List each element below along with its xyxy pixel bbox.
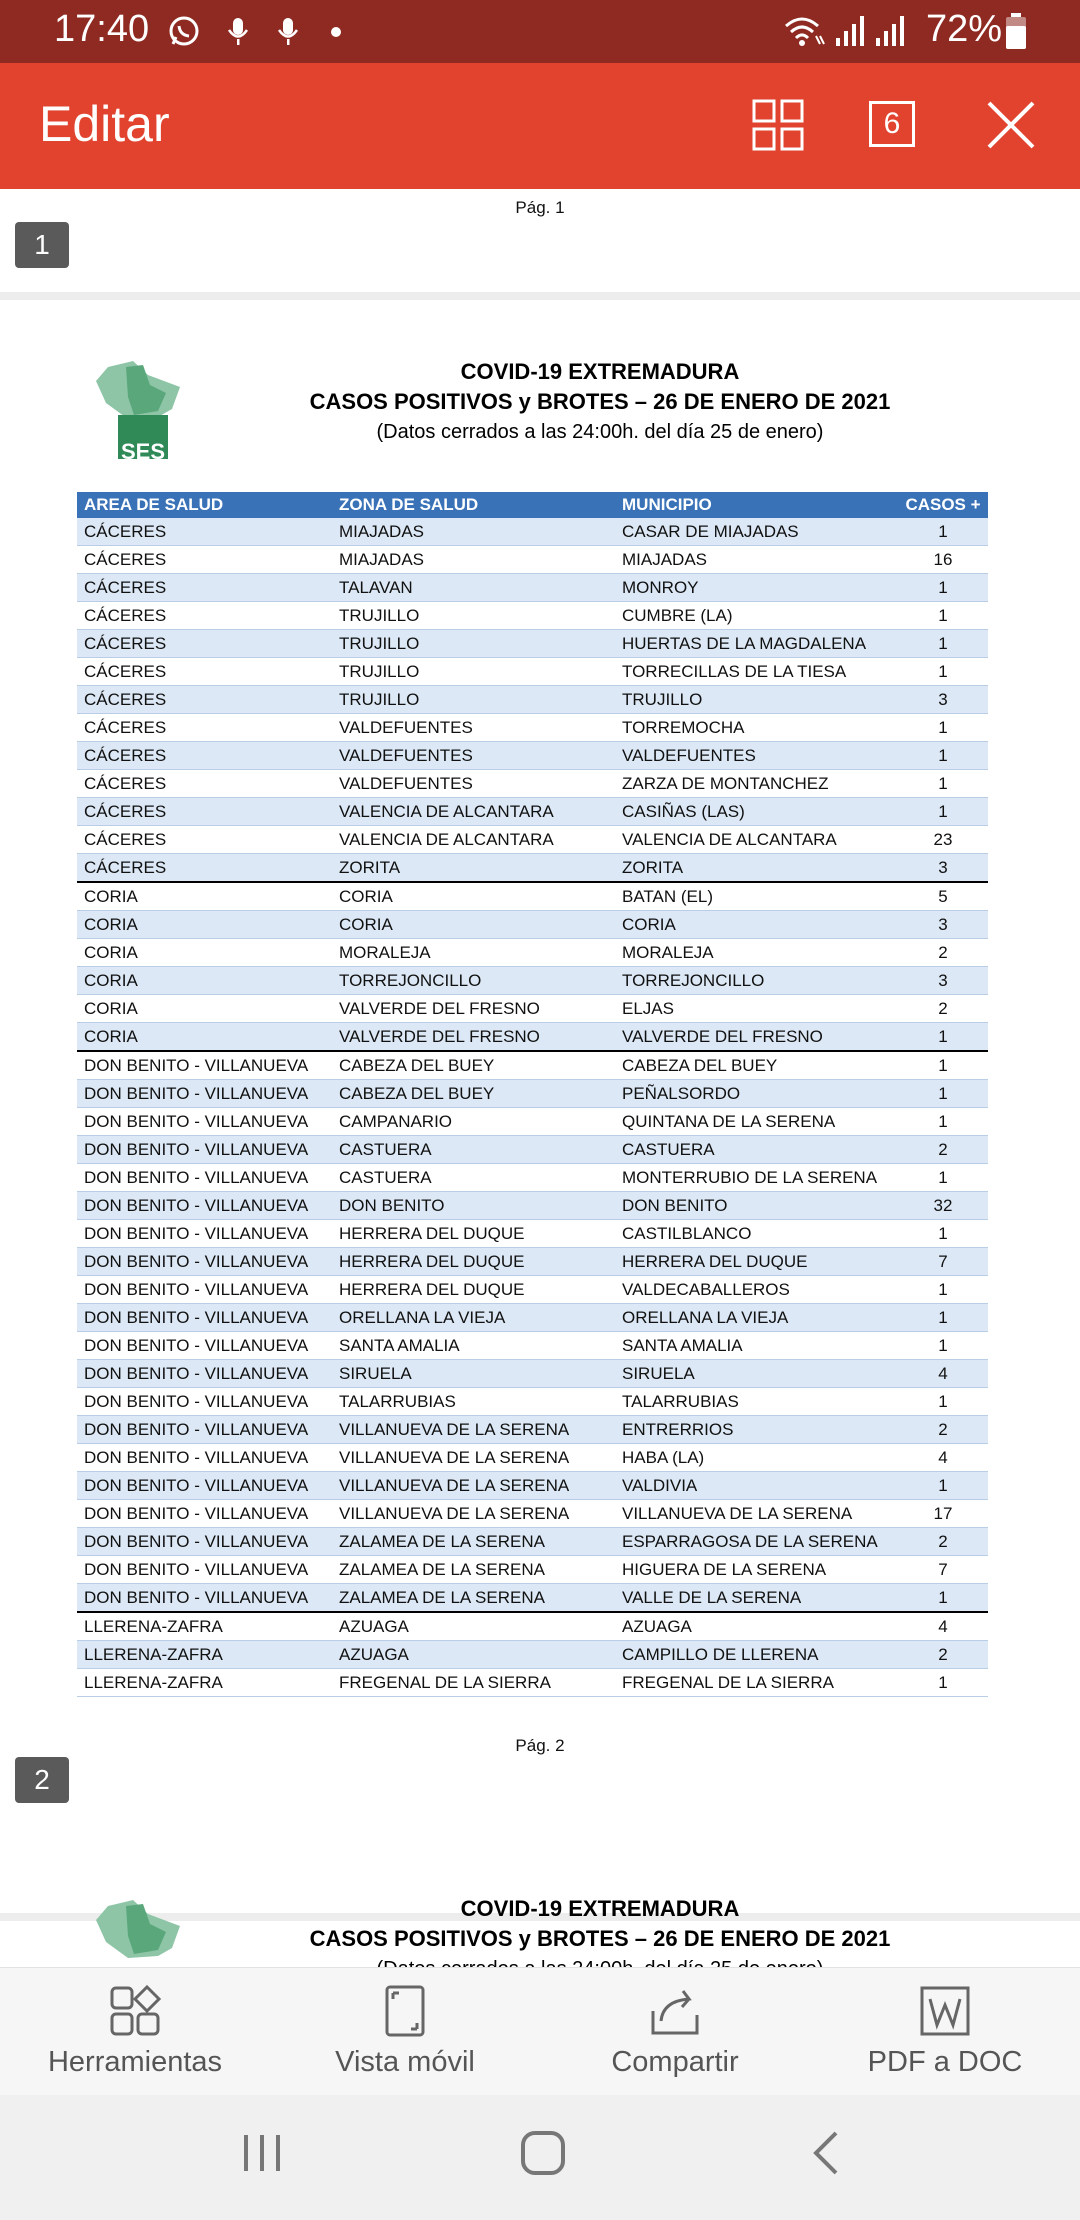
cell-area: CÁCERES [77, 742, 332, 770]
cell-casos: 1 [898, 1080, 988, 1108]
tools-icon [109, 1985, 161, 2037]
cell-casos: 1 [898, 714, 988, 742]
cell-zona: TALAVAN [332, 574, 615, 602]
cell-casos: 1 [898, 742, 988, 770]
cell-area: CÁCERES [77, 602, 332, 630]
table-row [77, 1360, 988, 1388]
cell-area: DON BENITO - VILLANUEVA [77, 1164, 332, 1192]
system-nav-bar [0, 2095, 1080, 2220]
cell-casos: 1 [898, 1108, 988, 1136]
doc-title-2-p3: CASOS POSITIVOS y BROTES – 26 DE ENERO DE 2021 [309, 1926, 891, 1951]
cell-municipio: ELJAS [615, 995, 898, 1023]
back-icon[interactable] [806, 2129, 846, 2177]
table-row [77, 854, 988, 883]
cell-casos: 3 [898, 686, 988, 714]
pdf-to-doc-label: PDF a DOC [867, 2046, 1023, 2078]
table-row [77, 826, 988, 854]
cell-municipio: HIGUERA DE LA SERENA [615, 1556, 898, 1584]
table-row [77, 995, 988, 1023]
table-row [77, 1584, 988, 1613]
cell-zona: CAMPANARIO [332, 1108, 615, 1136]
table-row [77, 1304, 988, 1332]
doc-subtitle: (Datos cerrados a las 24:00h. del día 25 de enero) [376, 421, 824, 443]
table-row [77, 1276, 988, 1304]
share-button[interactable] [540, 1968, 810, 2096]
cell-casos: 7 [898, 1248, 988, 1276]
cell-zona: TRUJILLO [332, 686, 615, 714]
cell-casos: 1 [898, 1388, 988, 1416]
table-row [77, 602, 988, 630]
cell-casos: 3 [898, 967, 988, 995]
table-row [77, 1641, 988, 1669]
table-row [77, 1444, 988, 1472]
table-row [77, 1108, 988, 1136]
cell-zona: MIAJADAS [332, 518, 615, 546]
cell-municipio: CASTILBLANCO [615, 1220, 898, 1248]
cell-municipio: TORREMOCHA [615, 714, 898, 742]
cell-zona: VALDEFUENTES [332, 770, 615, 798]
cell-municipio: MONTERRUBIO DE LA SERENA [615, 1164, 898, 1192]
share-icon [649, 1985, 701, 2037]
cell-municipio: VALDECABALLEROS [615, 1276, 898, 1304]
table-row [77, 1136, 988, 1164]
cell-zona: SIRUELA [332, 1360, 615, 1388]
cell-area: DON BENITO - VILLANUEVA [77, 1192, 332, 1220]
cell-municipio: ENTRERRIOS [615, 1416, 898, 1444]
cell-municipio: ORELLANA LA VIEJA [615, 1304, 898, 1332]
cell-zona: HERRERA DEL DUQUE [332, 1276, 615, 1304]
cell-area: CÁCERES [77, 630, 332, 658]
cell-casos: 4 [898, 1612, 988, 1641]
cell-casos: 1 [898, 602, 988, 630]
logo-text: SES [120, 439, 166, 464]
table-row [77, 967, 988, 995]
cases-table [77, 492, 988, 1697]
app-toolbar [0, 63, 1080, 189]
doc-title-1-p3: COVID-19 EXTREMADURA [460, 1896, 740, 1921]
cell-municipio: CUMBRE (LA) [615, 602, 898, 630]
cell-casos: 23 [898, 826, 988, 854]
cell-area: LLERENA-ZAFRA [77, 1669, 332, 1697]
cell-municipio: VALENCIA DE ALCANTARA [615, 826, 898, 854]
cell-area: DON BENITO - VILLANUEVA [77, 1472, 332, 1500]
cell-zona: MORALEJA [332, 939, 615, 967]
table-row [77, 1192, 988, 1220]
cell-casos: 1 [898, 1164, 988, 1192]
cell-area: DON BENITO - VILLANUEVA [77, 1332, 332, 1360]
cell-municipio: QUINTANA DE LA SERENA [615, 1108, 898, 1136]
cell-area: CORIA [77, 995, 332, 1023]
cell-municipio: ZARZA DE MONTANCHEZ [615, 770, 898, 798]
cell-area: LLERENA-ZAFRA [77, 1612, 332, 1641]
cell-zona: VALENCIA DE ALCANTARA [332, 798, 615, 826]
mobile-view-icon [379, 1985, 431, 2037]
table-row [77, 798, 988, 826]
table-row [77, 1332, 988, 1360]
cell-casos: 1 [898, 1023, 988, 1052]
table-row [77, 518, 988, 546]
cell-casos: 1 [898, 798, 988, 826]
cell-zona: TORREJONCILLO [332, 967, 615, 995]
battery-icon [1004, 12, 1028, 50]
cell-zona: VALVERDE DEL FRESNO [332, 995, 615, 1023]
cell-area: DON BENITO - VILLANUEVA [77, 1416, 332, 1444]
cell-casos: 2 [898, 1416, 988, 1444]
page-2-badge[interactable]: 2 [15, 1757, 69, 1803]
table-row [77, 574, 988, 602]
cell-municipio: CASTUERA [615, 1136, 898, 1164]
page-2-label: Pág. 2 [515, 1736, 565, 1755]
table-row [77, 1080, 988, 1108]
cell-municipio: PEÑALSORDO [615, 1080, 898, 1108]
table-row [77, 1051, 988, 1080]
page-1-label: Pág. 1 [515, 198, 565, 217]
cell-zona: HERRERA DEL DUQUE [332, 1220, 615, 1248]
cell-municipio: MORALEJA [615, 939, 898, 967]
cell-area: CÁCERES [77, 658, 332, 686]
cell-area: DON BENITO - VILLANUEVA [77, 1360, 332, 1388]
cell-zona: TRUJILLO [332, 630, 615, 658]
cell-area: DON BENITO - VILLANUEVA [77, 1556, 332, 1584]
cell-area: DON BENITO - VILLANUEVA [77, 1276, 332, 1304]
cell-municipio: VALLE DE LA SERENA [615, 1584, 898, 1613]
cell-zona: SANTA AMALIA [332, 1332, 615, 1360]
cell-area: CORIA [77, 1023, 332, 1052]
cell-casos: 2 [898, 995, 988, 1023]
cell-municipio: SANTA AMALIA [615, 1332, 898, 1360]
cell-casos: 1 [898, 1051, 988, 1080]
table-row [77, 939, 988, 967]
cell-zona: ORELLANA LA VIEJA [332, 1304, 615, 1332]
cell-municipio: AZUAGA [615, 1612, 898, 1641]
cell-area: CORIA [77, 939, 332, 967]
table-row [77, 1416, 988, 1444]
share-label: Compartir [611, 2046, 739, 2078]
toolbar-title[interactable]: Editar [39, 96, 170, 152]
cell-area: CÁCERES [77, 574, 332, 602]
cell-municipio: FREGENAL DE LA SIERRA [615, 1669, 898, 1697]
cell-zona: VILLANUEVA DE LA SERENA [332, 1444, 615, 1472]
cell-casos: 1 [898, 1276, 988, 1304]
cell-area: DON BENITO - VILLANUEVA [77, 1444, 332, 1472]
cell-area: DON BENITO - VILLANUEVA [77, 1108, 332, 1136]
cell-area: CORIA [77, 967, 332, 995]
cell-zona: CASTUERA [332, 1164, 615, 1192]
cell-area: CÁCERES [77, 686, 332, 714]
cell-zona: AZUAGA [332, 1641, 615, 1669]
cell-area: DON BENITO - VILLANUEVA [77, 1388, 332, 1416]
table-row [77, 630, 988, 658]
cell-area: CÁCERES [77, 798, 332, 826]
recents-icon[interactable] [240, 2129, 286, 2177]
cell-zona: ZALAMEA DE LA SERENA [332, 1584, 615, 1613]
table-row [77, 1500, 988, 1528]
grid-view-icon[interactable] [752, 99, 804, 151]
mic-icon [272, 14, 304, 48]
cell-municipio: CASIÑAS (LAS) [615, 798, 898, 826]
mobile-view-label: Vista móvil [335, 2046, 475, 2078]
signal-icon [834, 14, 866, 48]
table-row [77, 658, 988, 686]
cell-zona: ZALAMEA DE LA SERENA [332, 1528, 615, 1556]
cell-municipio: SIRUELA [615, 1360, 898, 1388]
cell-municipio: CABEZA DEL BUEY [615, 1051, 898, 1080]
wifi-icon [782, 14, 826, 48]
cell-casos: 2 [898, 939, 988, 967]
cell-municipio: VILLANUEVA DE LA SERENA [615, 1500, 898, 1528]
cell-area: DON BENITO - VILLANUEVA [77, 1248, 332, 1276]
cell-area: LLERENA-ZAFRA [77, 1641, 332, 1669]
cell-casos: 3 [898, 854, 988, 883]
table-row [77, 911, 988, 939]
table-row [77, 742, 988, 770]
cell-casos: 5 [898, 882, 988, 911]
page-1-badge[interactable]: 1 [15, 222, 69, 268]
cell-casos: 1 [898, 518, 988, 546]
cell-zona: ZALAMEA DE LA SERENA [332, 1556, 615, 1584]
cell-casos: 2 [898, 1641, 988, 1669]
cell-municipio: TRUJILLO [615, 686, 898, 714]
cell-zona: VALVERDE DEL FRESNO [332, 1023, 615, 1052]
cell-zona: TRUJILLO [332, 602, 615, 630]
cell-area: DON BENITO - VILLANUEVA [77, 1584, 332, 1613]
tools-label: Herramientas [47, 2046, 223, 2078]
cell-zona: VILLANUEVA DE LA SERENA [332, 1500, 615, 1528]
cell-municipio: HERRERA DEL DUQUE [615, 1248, 898, 1276]
status-time: 17:40 [54, 8, 150, 50]
doc-title-2: CASOS POSITIVOS y BROTES – 26 DE ENERO DE 2021 [309, 389, 891, 414]
header-casos: CASOS + [898, 492, 988, 518]
cell-area: DON BENITO - VILLANUEVA [77, 1136, 332, 1164]
table-row [77, 1528, 988, 1556]
cell-casos: 1 [898, 1304, 988, 1332]
cell-municipio: TALARRUBIAS [615, 1388, 898, 1416]
bottom-action-bar [0, 1967, 1080, 2096]
doc-title-1: COVID-19 EXTREMADURA [460, 359, 740, 384]
cell-casos: 7 [898, 1556, 988, 1584]
cell-casos: 1 [898, 770, 988, 798]
cell-municipio: CASAR DE MIAJADAS [615, 518, 898, 546]
cell-casos: 17 [898, 1500, 988, 1528]
cell-municipio: HUERTAS DE LA MAGDALENA [615, 630, 898, 658]
cell-zona: CORIA [332, 882, 615, 911]
cell-area: DON BENITO - VILLANUEVA [77, 1500, 332, 1528]
cell-casos: 1 [898, 1584, 988, 1613]
cell-casos: 16 [898, 546, 988, 574]
mic-icon [222, 14, 254, 48]
cell-casos: 1 [898, 1472, 988, 1500]
cell-zona: TRUJILLO [332, 658, 615, 686]
cell-area: DON BENITO - VILLANUEVA [77, 1080, 332, 1108]
table-row [77, 882, 988, 911]
cell-zona: TALARRUBIAS [332, 1388, 615, 1416]
cell-casos: 1 [898, 1669, 988, 1697]
cell-area: CÁCERES [77, 714, 332, 742]
cell-zona: CORIA [332, 911, 615, 939]
cell-zona: AZUAGA [332, 1612, 615, 1641]
cell-municipio: BATAN (EL) [615, 882, 898, 911]
cell-zona: FREGENAL DE LA SIERRA [332, 1669, 615, 1697]
cell-area: CÁCERES [77, 854, 332, 883]
table-row [77, 1388, 988, 1416]
home-icon[interactable] [519, 2129, 567, 2177]
header-municipio: MUNICIPIO [615, 492, 898, 518]
table-header-row [77, 492, 988, 518]
cell-casos: 1 [898, 1220, 988, 1248]
header-area: AREA DE SALUD [77, 492, 332, 518]
close-icon[interactable] [985, 99, 1037, 151]
pdf-to-doc-button[interactable] [810, 1968, 1080, 2096]
table-row [77, 1220, 988, 1248]
table-row [77, 686, 988, 714]
cell-zona: DON BENITO [332, 1192, 615, 1220]
status-bar [0, 0, 1080, 63]
cell-zona: VALDEFUENTES [332, 742, 615, 770]
tools-button[interactable] [0, 1968, 270, 2096]
mobile-view-button[interactable] [270, 1968, 540, 2096]
cell-municipio: ESPARRAGOSA DE LA SERENA [615, 1528, 898, 1556]
cell-zona: CASTUERA [332, 1136, 615, 1164]
whatsapp-icon [168, 14, 200, 48]
cell-zona: VALENCIA DE ALCANTARA [332, 826, 615, 854]
table-row [77, 1023, 988, 1052]
document-heading [290, 357, 910, 447]
signal-icon [874, 14, 906, 48]
table-row [77, 1248, 988, 1276]
cell-casos: 1 [898, 1332, 988, 1360]
cell-municipio: ZORITA [615, 854, 898, 883]
cell-municipio: MIAJADAS [615, 546, 898, 574]
table-body [77, 518, 988, 1697]
cell-casos: 4 [898, 1444, 988, 1472]
cell-municipio: VALVERDE DEL FRESNO [615, 1023, 898, 1052]
cell-area: CÁCERES [77, 770, 332, 798]
header-zona: ZONA DE SALUD [332, 492, 615, 518]
cell-casos: 1 [898, 630, 988, 658]
cell-casos: 2 [898, 1528, 988, 1556]
cell-area: CORIA [77, 911, 332, 939]
table-row [77, 1164, 988, 1192]
cell-area: CÁCERES [77, 518, 332, 546]
table-row [77, 1612, 988, 1641]
word-doc-icon [919, 1985, 971, 2037]
cell-casos: 2 [898, 1136, 988, 1164]
cell-zona: VALDEFUENTES [332, 714, 615, 742]
cell-area: CÁCERES [77, 826, 332, 854]
cell-zona: ZORITA [332, 854, 615, 883]
table-row [77, 546, 988, 574]
table-row [77, 1472, 988, 1500]
cell-area: CORIA [77, 882, 332, 911]
cell-zona: CABEZA DEL BUEY [332, 1080, 615, 1108]
cell-municipio: TORRECILLAS DE LA TIESA [615, 658, 898, 686]
cell-casos: 1 [898, 658, 988, 686]
cell-zona: VILLANUEVA DE LA SERENA [332, 1416, 615, 1444]
cell-zona: MIAJADAS [332, 546, 615, 574]
cell-area: DON BENITO - VILLANUEVA [77, 1304, 332, 1332]
cell-casos: 32 [898, 1192, 988, 1220]
cell-municipio: CAMPILLO DE LLERENA [615, 1641, 898, 1669]
cell-municipio: HABA (LA) [615, 1444, 898, 1472]
cell-municipio: TORREJONCILLO [615, 967, 898, 995]
cell-area: DON BENITO - VILLANUEVA [77, 1051, 332, 1080]
page-count-button[interactable]: 6 [869, 101, 915, 147]
cell-zona: HERRERA DEL DUQUE [332, 1248, 615, 1276]
cell-casos: 4 [898, 1360, 988, 1388]
table-row [77, 1669, 988, 1697]
cell-municipio: VALDIVIA [615, 1472, 898, 1500]
cell-area: CÁCERES [77, 546, 332, 574]
cell-municipio: MONROY [615, 574, 898, 602]
dot-icon [322, 14, 354, 48]
table-row [77, 1556, 988, 1584]
cell-area: DON BENITO - VILLANUEVA [77, 1220, 332, 1248]
battery-percent: 72% [925, 8, 1002, 50]
cell-municipio: VALDEFUENTES [615, 742, 898, 770]
document-viewer[interactable] [0, 189, 1080, 1967]
cell-municipio: DON BENITO [615, 1192, 898, 1220]
cell-zona: CABEZA DEL BUEY [332, 1051, 615, 1080]
cell-casos: 3 [898, 911, 988, 939]
table-row [77, 770, 988, 798]
cell-zona: VILLANUEVA DE LA SERENA [332, 1472, 615, 1500]
cell-casos: 1 [898, 574, 988, 602]
cell-area: DON BENITO - VILLANUEVA [77, 1528, 332, 1556]
cell-municipio: CORIA [615, 911, 898, 939]
table-row [77, 714, 988, 742]
